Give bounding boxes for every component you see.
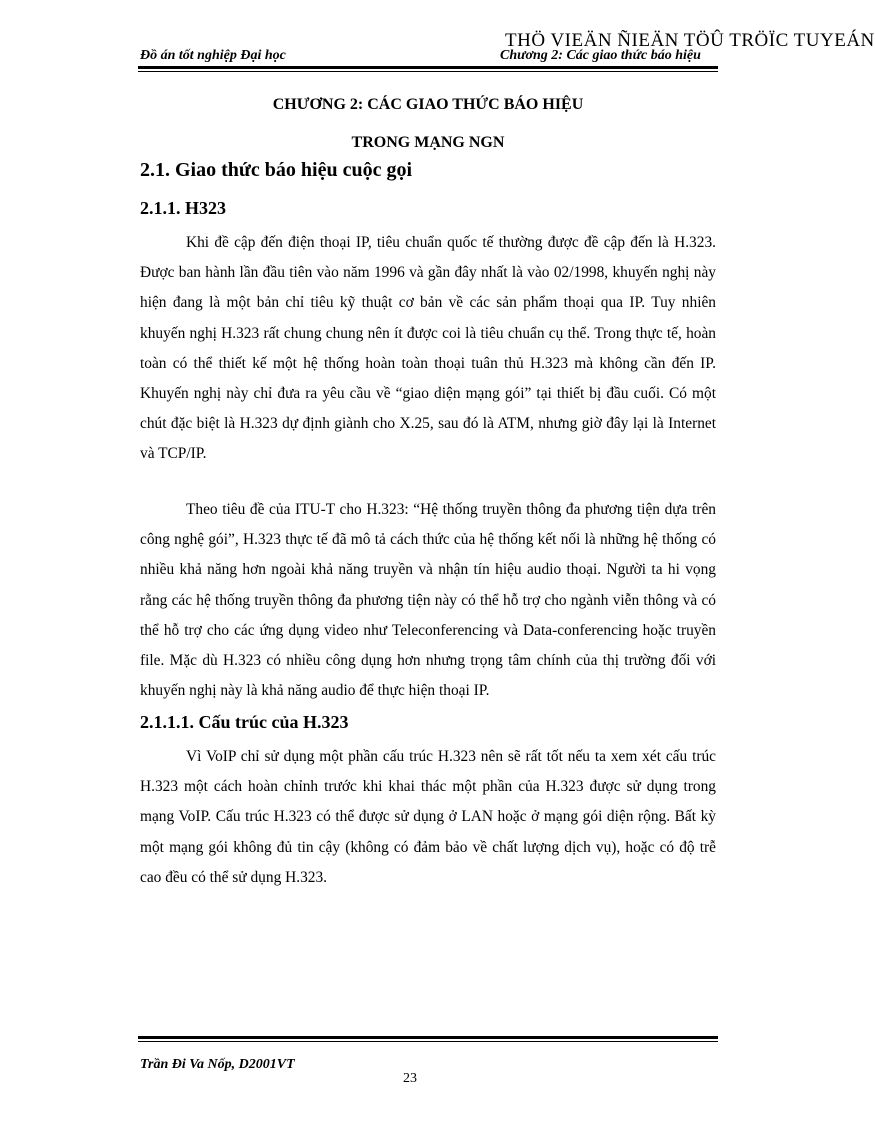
header-left-title: Đồ án tốt nghiệp Đại học	[140, 48, 286, 63]
chapter-title-line1: CHƯƠNG 2: CÁC GIAO THỨC BÁO HIỆU	[272, 96, 584, 113]
watermark-text: THÖ VIEÄN ÑIEÄN TÖÛ TRÖÏC TUYEÁN	[505, 30, 875, 51]
section-heading-2-1: 2.1. Giao thức báo hiệu cuộc gọi	[140, 159, 413, 181]
footer-author: Trần Đi Va Nốp, D2001VT	[140, 1057, 295, 1072]
section-heading-2-1-1-1: 2.1.1.1. Cấu trúc của H.323	[140, 712, 349, 732]
header-right-title: Chương 2: Các giao thức báo hiệu	[500, 48, 701, 63]
paragraph-itu-t-title: Theo tiêu đề của ITU-T cho H.323: “Hệ thống truyền thông đa phương tiện dựa trên công nghệ gói”, H.323 thực tế đã mô tả cách thức của hệ thống kết nối là những hệ thống có nhiều khả năng hơn ngoài khả năng truyền và nhận tín hiệu audio thoại. Người ta hi vọng rằng các hệ thống truyền thông đa phương tiện này có thể hỗ trợ cho ngành viễn thông và có thể hỗ trợ cho các ứng dụng video như Teleconferencing và Data-conferencing hoặc truyền file. Mặc dù H.323 có nhiều công dụng hơn nhưng trọng tâm chính của thị trường đối với khuyến nghị này là khả năng audio để thực hiện thoại IP.	[140, 501, 716, 700]
paragraph-h323-intro: Khi đề cập đến điện thoại IP, tiêu chuẩn quốc tế thường được đề cập đến là H.323. Được ban hành lần đầu tiên vào năm 1996 và gần đây nhất là vào 02/1998, khuyến nghị này hiện đang là một bản chỉ tiêu kỹ thuật cơ bản về các sản phẩm thoại qua IP. Tuy nhiên khuyến nghị H.323 rất chung chung nên ít được coi là tiêu chuẩn cụ thể. Trong thực tế, hoàn toàn có thể thiết kế một hệ thống hoàn toàn thoại tuân thủ H.323 mà không cần đến IP. Khuyến nghị này chỉ đưa ra yêu cầu về “giao diện mạng gói” tại thiết bị đầu cuối. Có một chút đặc biệt là H.323 dự định giành cho X.25, sau đó là ATM, nhưng giờ đây lại là Internet và TCP/IP.	[140, 234, 716, 463]
footer-divider	[138, 1036, 718, 1042]
paragraph-h323-structure: Vì VoIP chỉ sử dụng một phần cấu trúc H.323 nên sẽ rất tốt nếu ta xem xét cấu trúc H.323 một cách hoàn chỉnh trước khi khai thác một phần của H.323 được sử dụng trong mạng VoIP. Cấu trúc H.323 có thể được sử dụng ở LAN hoặc ở mạng gói diện rộng. Bất kỳ một mạng gói không đủ tin cậy (không có đảm bảo về chất lượng dịch vụ), hoặc có độ trễ cao đều có thể sử dụng H.323.	[140, 748, 716, 886]
section-heading-2-1-1: 2.1.1. H323	[140, 198, 227, 218]
header-divider	[138, 66, 718, 72]
page-number: 23	[403, 1071, 417, 1086]
page-number-container	[0, 1071, 816, 1087]
chapter-title-line2: TRONG MẠNG NGN	[351, 134, 505, 151]
